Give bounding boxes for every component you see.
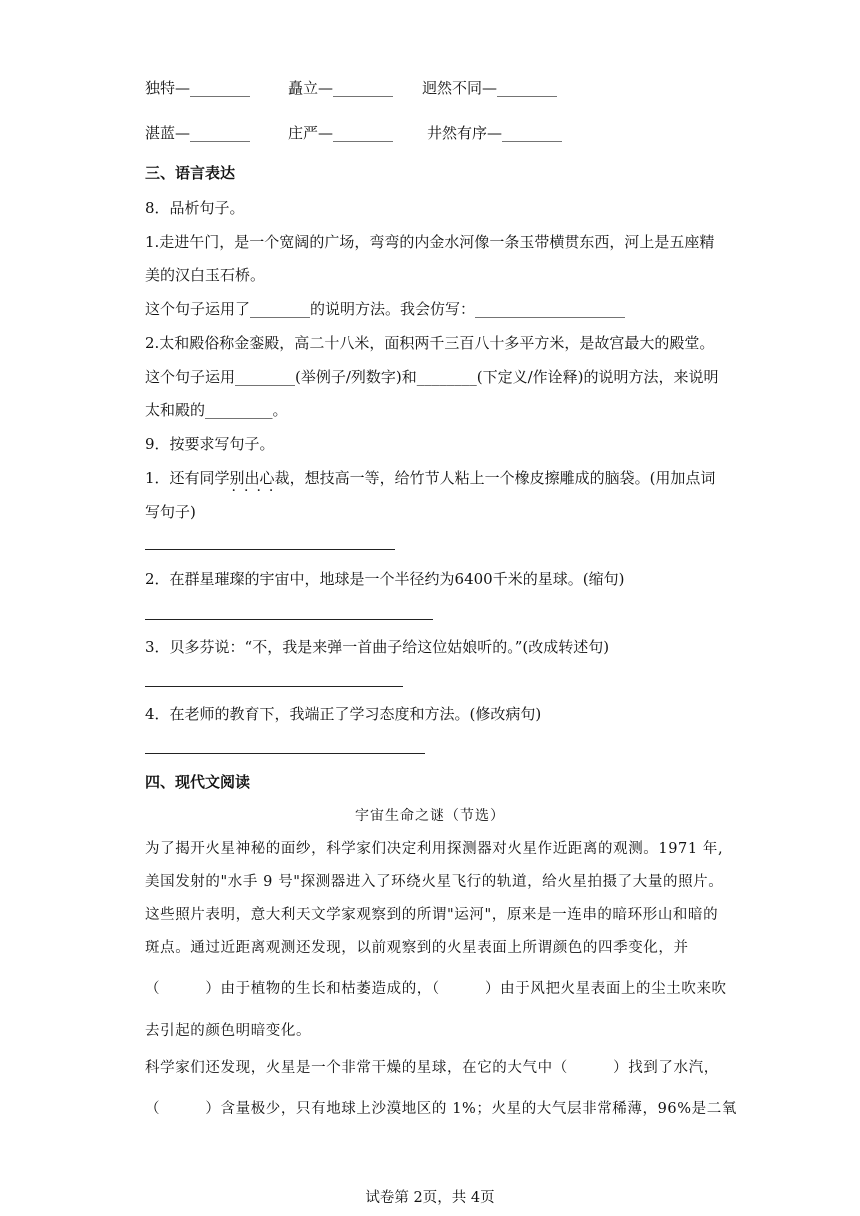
- vocab-item: 湛蓝—________: [145, 124, 251, 142]
- sentence-text: 2.太和殿俗称金銮殿，高二十八米，面积两千三百八十多平方米，是故宫最大的殿堂。: [145, 334, 715, 352]
- answer-line[interactable]: [145, 619, 433, 620]
- answer-line[interactable]: [145, 686, 403, 687]
- passage-line: 为了揭开火星神秘的面纱，科学家们决定利用探测器对火星作近距离的观测。1971 年,: [145, 841, 724, 857]
- item-text: 3．贝多芬说：“不，我是来弹一首曲子给这位姑娘听的。”(改成转述句): [145, 638, 610, 656]
- sentence-text: 美的汉白玉石桥。: [145, 266, 266, 284]
- vocab-row-1: [145, 77, 557, 99]
- task-text: 这个句子运用了________的说明方法。我会仿写：____________________: [145, 300, 626, 318]
- item-suffix: ，想技高一等，给竹节人粘上一个橡皮擦雕成的脑袋。(用加点词: [289, 469, 716, 487]
- vocab-item: 庄严—________: [288, 124, 394, 142]
- section-heading: 三、语言表达: [145, 164, 236, 182]
- passage-line: 斑点。通过近距离观测还发现，以前观察到的火星表面上所谓颜色的四季变化，并: [145, 940, 689, 956]
- question-title: 8．品析句子。: [145, 199, 245, 217]
- item-text: [145, 467, 715, 489]
- passage-line: 这些照片表明，意大利天文学家观察到的所谓"运河"，原来是一连串的暗环形山和暗的: [145, 907, 719, 923]
- dotted-word: 别出心裁 ····: [230, 467, 290, 489]
- passage-line: （ ）由于植物的生长和枯萎造成的，（ ）由于风把火星表面上的尘土吹来吹: [145, 981, 727, 997]
- passage-line: 去引起的颜色明暗变化。: [145, 1023, 312, 1039]
- page-footer: 试卷第 2页，共 4页: [365, 1190, 495, 1206]
- vocab-item: 矗立—________: [288, 79, 394, 97]
- item-text: 写句子): [145, 503, 196, 521]
- vocab-item: 井然有序—________: [427, 124, 563, 142]
- task-text: 太和殿的_________。: [145, 401, 288, 419]
- answer-line[interactable]: [145, 753, 425, 754]
- question-title: 9．按要求写句子。: [145, 435, 275, 453]
- item-text: 4．在老师的教育下，我端正了学习态度和方法。(修改病句): [145, 705, 542, 723]
- passage-line: （ ）含量极少，只有地球上沙漠地区的 1%；火星的大气层非常稀薄，96%是二氧: [145, 1101, 737, 1117]
- vocab-row-2: [145, 122, 562, 144]
- passage-line: 科学家们还发现，火星是一个非常干燥的星球，在它的大气中（ ）找到了水汽，: [145, 1060, 719, 1076]
- answer-line[interactable]: [145, 549, 395, 550]
- item-prefix: 1．还有同学: [145, 469, 230, 487]
- passage-line: 美国发射的"水手 9 号"探测器进入了环绕火星飞行的轨道，给火星拍摄了大量的照片。: [145, 874, 724, 890]
- sentence-text: 1.走进午门，是一个宽阔的广场，弯弯的内金水河像一条玉带横贯东西，河上是五座精: [145, 233, 715, 251]
- section-heading: 四、现代文阅读: [145, 773, 251, 791]
- item-text: 2．在群星璀璨的宇宙中，地球是一个半径约为6400千米的星球。(缩句): [145, 570, 625, 588]
- task-text: 这个句子运用________(举例子/列数字)和________(下定义/作诠释)的说明方法，来说明: [145, 368, 719, 386]
- vocab-item: 迥然不同—________: [422, 79, 558, 97]
- passage-title: 宇宙生命之谜（节选）: [355, 808, 505, 824]
- vocab-item: 独特—________: [145, 79, 251, 97]
